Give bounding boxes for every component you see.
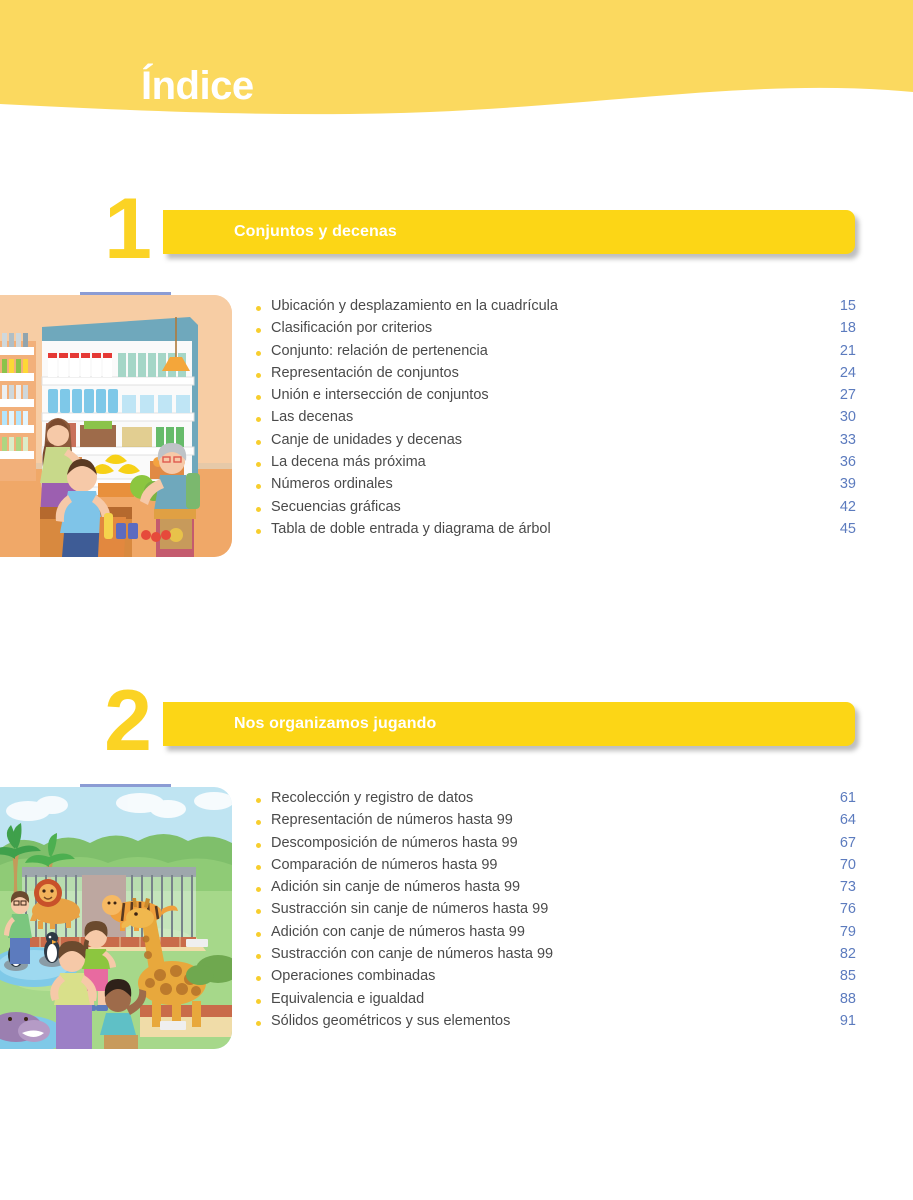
toc-entry-page: 61 (839, 790, 856, 806)
toc-row[interactable] (256, 946, 856, 968)
chapter-title-bar-1[interactable] (163, 210, 855, 254)
toc-entry-page: 39 (839, 476, 856, 493)
bullet-icon (256, 328, 261, 333)
toc-entry-label: Comparación de números hasta 99 (271, 856, 498, 873)
bullet-icon (256, 999, 261, 1004)
toc-entry-label: Sustracción sin canje de números hasta 99 (271, 901, 549, 918)
toc-row[interactable] (256, 1013, 856, 1035)
bullet-icon (256, 909, 261, 914)
unit-number-2: 2 (104, 673, 152, 769)
chapter-title-bar-2[interactable] (163, 702, 855, 746)
toc-entry-page: 27 (839, 387, 856, 404)
toc-entry-page: 67 (839, 834, 856, 851)
page-title: Índice (141, 64, 254, 108)
illustration-zoo (0, 787, 232, 1049)
toc-row[interactable] (256, 454, 856, 476)
chapter-title-label-1: Conjuntos y decenas (234, 223, 397, 240)
bullet-icon (256, 306, 261, 311)
toc-entry-label: Secuencias gráficas (271, 498, 401, 515)
toc-entry-label: Clasificación por criterios (271, 320, 433, 337)
bullet-icon (256, 954, 261, 959)
toc-list-unit-2 (256, 790, 856, 1035)
toc-row[interactable] (256, 991, 856, 1013)
bullet-icon (256, 820, 261, 825)
toc-entry-page: 91 (839, 1012, 856, 1029)
bullet-icon (256, 887, 261, 892)
toc-row[interactable] (256, 521, 856, 543)
bullet-icon (256, 507, 261, 512)
toc-entry-page: 21 (839, 342, 856, 359)
toc-row[interactable] (256, 812, 856, 834)
header-wave-shape (0, 0, 913, 130)
toc-entry-label: Recolección y registro de datos (271, 790, 474, 806)
toc-row[interactable] (256, 968, 856, 990)
toc-entry-label: Operaciones combinadas (271, 968, 436, 985)
toc-entry-label: Ubicación y desplazamiento en la cuadrícula (271, 298, 558, 314)
bullet-icon (256, 932, 261, 937)
toc-row[interactable] (256, 857, 856, 879)
toc-entry-page: 64 (839, 812, 856, 829)
toc-row[interactable] (256, 365, 856, 387)
bullet-icon (256, 865, 261, 870)
toc-entry-page: 15 (839, 298, 856, 314)
toc-row[interactable] (256, 387, 856, 409)
toc-list-unit-1 (256, 298, 856, 543)
bullet-icon (256, 417, 261, 422)
toc-entry-page: 88 (839, 990, 856, 1007)
unit-number-1: 1 (104, 181, 152, 277)
bullet-icon (256, 1021, 261, 1026)
toc-entry-label: Números ordinales (271, 476, 393, 493)
bullet-icon (256, 484, 261, 489)
bullet-icon (256, 440, 261, 445)
toc-entry-page: 30 (839, 409, 856, 426)
toc-row[interactable] (256, 499, 856, 521)
toc-entry-label: Unión e intersección de conjuntos (271, 387, 489, 404)
toc-entry-page: 73 (839, 879, 856, 896)
toc-row[interactable] (256, 432, 856, 454)
toc-row[interactable] (256, 298, 856, 320)
toc-entry-label: Descomposición de números hasta 99 (271, 834, 518, 851)
bullet-icon (256, 843, 261, 848)
toc-entry-label: Las decenas (271, 409, 354, 426)
toc-row[interactable] (256, 901, 856, 923)
toc-entry-label: Adición sin canje de números hasta 99 (271, 879, 521, 896)
toc-entry-label: Canje de unidades y decenas (271, 431, 463, 448)
toc-row[interactable] (256, 790, 856, 812)
toc-entry-label: Conjunto: relación de pertenencia (271, 342, 488, 359)
toc-entry-page: 85 (839, 968, 856, 985)
toc-entry-page: 70 (839, 856, 856, 873)
bullet-icon (256, 798, 261, 803)
toc-entry-label: Adición con canje de números hasta 99 (271, 923, 525, 940)
toc-row[interactable] (256, 409, 856, 431)
bullet-icon (256, 395, 261, 400)
toc-entry-page: 79 (839, 923, 856, 940)
bullet-icon (256, 351, 261, 356)
toc-entry-label: Sustracción con canje de números hasta 99 (271, 946, 554, 963)
chapter-title-label-2: Nos organizamos jugando (234, 715, 437, 732)
bullet-icon (256, 373, 261, 378)
toc-entry-page: 82 (839, 946, 856, 963)
toc-row[interactable] (256, 320, 856, 342)
toc-entry-page: 18 (839, 320, 856, 337)
toc-row[interactable] (256, 343, 856, 365)
bullet-icon (256, 976, 261, 981)
toc-row[interactable] (256, 476, 856, 498)
toc-row[interactable] (256, 835, 856, 857)
toc-entry-page: 45 (839, 520, 856, 537)
toc-entry-label: Equivalencia e igualdad (271, 990, 425, 1007)
bullet-icon (256, 462, 261, 467)
toc-entry-page: 76 (839, 901, 856, 918)
page-header-band (0, 0, 913, 130)
toc-entry-page: 42 (839, 498, 856, 515)
toc-entry-label: Sólidos geométricos y sus elementos (271, 1012, 511, 1029)
toc-row[interactable] (256, 879, 856, 901)
toc-entry-label: Representación de conjuntos (271, 364, 459, 381)
toc-entry-page: 24 (839, 364, 856, 381)
toc-entry-page: 33 (839, 431, 856, 448)
illustration-supermarket (0, 295, 232, 557)
toc-entry-label: La decena más próxima (271, 454, 426, 471)
toc-entry-label: Representación de números hasta 99 (271, 812, 513, 829)
toc-entry-page: 36 (839, 454, 856, 471)
toc-entry-label: Tabla de doble entrada y diagrama de árbol (271, 520, 551, 537)
bullet-icon (256, 529, 261, 534)
toc-row[interactable] (256, 924, 856, 946)
